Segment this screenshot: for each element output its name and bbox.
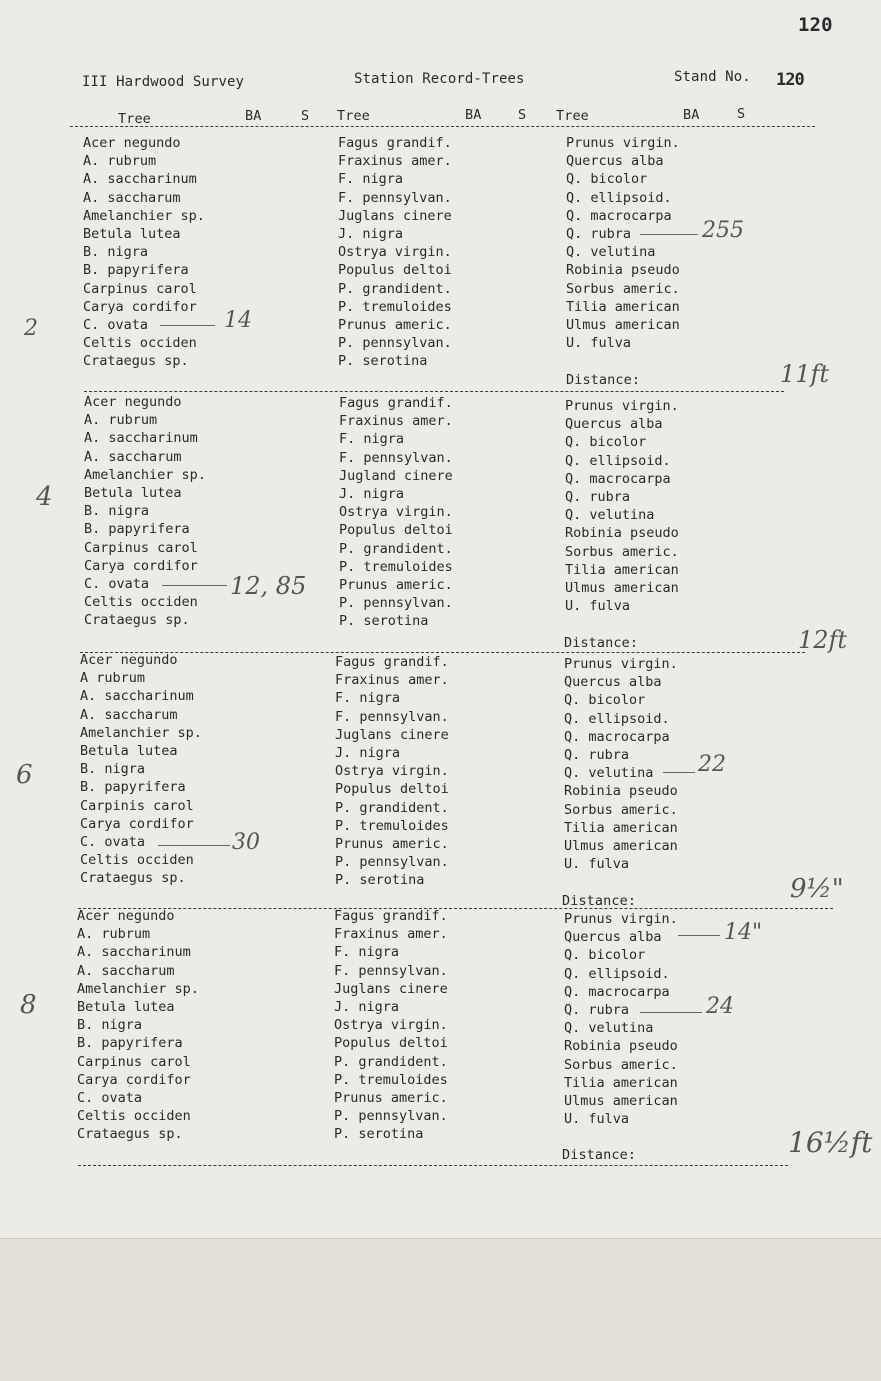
- pencil-line: [162, 585, 227, 586]
- tree-entry: Prunus americ.: [338, 316, 452, 333]
- tree-entry: Fraxinus amer.: [334, 926, 448, 943]
- tree-entry: Q. rubra: [564, 1001, 630, 1018]
- station-3-col1: [80, 651, 202, 887]
- tree-entry: A. rubrum: [83, 153, 157, 170]
- tree-entry: Q. macrocarpa: [565, 470, 671, 487]
- tree-entry: Robinia pseudo: [564, 1038, 678, 1055]
- tree-entry: B. nigra: [84, 503, 150, 520]
- tree-entry: B. nigra: [83, 244, 149, 261]
- tree-entry: Quercus alba: [564, 929, 662, 946]
- tree-entry: B. nigra: [77, 1017, 143, 1034]
- tree-entry: J. nigra: [335, 744, 401, 761]
- station-number: 6: [16, 760, 33, 790]
- tree-entry: P. tremuloides: [339, 558, 453, 575]
- tree-entry: Q. velutina: [564, 765, 654, 782]
- tree-entry: Betula lutea: [77, 998, 175, 1015]
- tree-entry: Ulmus american: [565, 579, 679, 596]
- tree-entry: Q. bicolor: [566, 171, 648, 188]
- tree-entry: Fraxinus amer.: [338, 153, 452, 170]
- tree-entry: F. pennsylvan.: [338, 189, 452, 206]
- tree-entry: Q. ellipsoid.: [564, 710, 670, 727]
- tree-entry: Carpinis carol: [80, 797, 194, 814]
- station-3-col2: [335, 653, 449, 889]
- tree-entry: P. serotina: [339, 613, 429, 630]
- tree-entry: P. pennsylvan.: [335, 854, 449, 871]
- col1-s-header: S: [301, 108, 310, 124]
- tree-entry: C. ovata: [83, 316, 149, 333]
- tree-entry: Crataegus sp.: [80, 870, 186, 887]
- tree-entry: Populus deltoi: [334, 1035, 448, 1052]
- tree-entry: C. ovata: [84, 575, 150, 592]
- handwritten-note: 12, 85: [230, 572, 307, 600]
- tree-entry: Prunus americ.: [339, 576, 453, 593]
- tree-entry: Q. ellipsoid.: [566, 189, 672, 206]
- tree-entry: Fraxinus amer.: [335, 672, 449, 689]
- tree-entry: Amelanchier sp.: [83, 207, 205, 224]
- tree-entry: Q. macrocarpa: [564, 983, 670, 1000]
- tree-entry: Celtis occiden: [83, 335, 197, 352]
- station-divider: [78, 1165, 788, 1166]
- tree-entry: Tilia american: [565, 561, 679, 578]
- tree-entry: F. nigra: [339, 431, 405, 448]
- tree-entry: B. nigra: [80, 761, 146, 778]
- tree-entry: Q. bicolor: [564, 947, 646, 964]
- station-number: 4: [36, 482, 53, 512]
- survey-title: III Hardwood Survey: [82, 74, 245, 90]
- tree-entry: Prunus virgin.: [564, 911, 678, 927]
- tree-entry: Q. macrocarpa: [566, 207, 672, 224]
- col1-tree-header: Tree: [118, 111, 151, 127]
- pencil-line: [663, 772, 695, 773]
- tree-entry: B. papyrifera: [83, 262, 189, 279]
- tree-entry: A. rubrum: [77, 926, 151, 943]
- tree-entry: A. saccharinum: [84, 430, 198, 447]
- pencil-line: [640, 1012, 702, 1013]
- tree-entry: P. tremuloides: [335, 817, 449, 834]
- tree-entry: Amelanchier sp.: [84, 466, 206, 483]
- tree-entry: Tilia american: [564, 819, 678, 836]
- station-3-col3: [564, 655, 678, 873]
- tree-entry: Sorbus americ.: [566, 280, 680, 297]
- station-2-col1: [84, 393, 206, 629]
- tree-entry: F. nigra: [335, 690, 401, 707]
- handwritten-note: 14": [724, 920, 763, 945]
- tree-entry: U. fulva: [565, 598, 631, 615]
- tree-entry: Quercus alba: [566, 153, 664, 170]
- station-1-col3: [566, 134, 680, 352]
- pencil-line: [158, 845, 230, 846]
- tree-entry: C. ovata: [77, 1089, 143, 1106]
- station-2-col2: [339, 394, 453, 630]
- distance-label: Distance:: [562, 1147, 637, 1163]
- handwritten-note: 14: [224, 308, 252, 333]
- tree-entry: P. tremuloides: [334, 1071, 448, 1088]
- tree-entry: Q. rubra: [566, 225, 632, 242]
- tree-entry: Acer negundo: [83, 135, 181, 151]
- tree-entry: P. grandident.: [334, 1053, 448, 1070]
- handwritten-note: 22: [698, 752, 726, 777]
- tree-entry: Q. velutina: [566, 244, 656, 261]
- tree-entry: P. grandident.: [338, 280, 452, 297]
- tree-entry: Prunus americ.: [335, 835, 449, 852]
- page-number: 120: [798, 14, 833, 36]
- tree-entry: Celtis occiden: [84, 594, 198, 611]
- tree-entry: Q. rubra: [565, 488, 631, 505]
- tree-entry: J. nigra: [339, 485, 405, 502]
- tree-entry: Tilia american: [566, 298, 680, 315]
- tree-entry: Ulmus american: [564, 1092, 678, 1109]
- tree-entry: F. nigra: [334, 944, 400, 961]
- record-title: Station Record-Trees: [354, 71, 525, 87]
- paper-fold: [0, 1238, 881, 1381]
- tree-entry: Ulmus american: [566, 316, 680, 333]
- header-divider: [70, 126, 815, 127]
- tree-entry: P. serotina: [334, 1126, 424, 1143]
- tree-entry: Crataegus sp.: [83, 353, 189, 370]
- tree-entry: U. fulva: [564, 856, 630, 873]
- tree-entry: Crataegus sp.: [77, 1126, 183, 1143]
- tree-entry: Betula lutea: [84, 484, 182, 501]
- tree-entry: B. papyrifera: [80, 779, 186, 796]
- tree-entry: Sorbus americ.: [565, 543, 679, 560]
- tree-entry: Populus deltoi: [339, 522, 453, 539]
- station-number: 2: [24, 316, 38, 341]
- col3-tree-header: Tree: [556, 108, 589, 124]
- tree-entry: Celtis occiden: [77, 1108, 191, 1125]
- pencil-line: [160, 325, 215, 326]
- tree-entry: P. grandident.: [335, 799, 449, 816]
- stand-label: Stand No.: [674, 69, 751, 85]
- tree-entry: Carya cordifor: [84, 557, 198, 574]
- tree-entry: A. saccharum: [83, 189, 181, 206]
- col2-tree-header: Tree: [337, 108, 370, 124]
- tree-entry: Q. velutina: [565, 507, 655, 524]
- tree-entry: Jugland cinere: [339, 467, 453, 484]
- tree-entry: Carpinus carol: [83, 280, 197, 297]
- tree-entry: Q. ellipsoid.: [564, 965, 670, 982]
- tree-entry: Q. ellipsoid.: [565, 452, 671, 469]
- tree-entry: A. rubrum: [84, 412, 158, 429]
- tree-entry: P. tremuloides: [338, 298, 452, 315]
- tree-entry: Juglans cinere: [338, 207, 452, 224]
- tree-entry: Prunus americ.: [334, 1089, 448, 1106]
- tree-entry: Quercus alba: [564, 674, 662, 691]
- tree-entry: Fagus grandif.: [334, 908, 448, 924]
- station-2-col3: [565, 397, 679, 615]
- tree-entry: Fagus grandif.: [335, 654, 449, 670]
- tree-entry: P. serotina: [338, 353, 428, 370]
- tree-entry: Ostrya virgin.: [338, 244, 452, 261]
- distance-value: 16½ft: [788, 1126, 873, 1159]
- tree-entry: Carya cordifor: [77, 1071, 191, 1088]
- tree-entry: F. nigra: [338, 171, 404, 188]
- handwritten-note: 24: [706, 994, 734, 1019]
- tree-entry: P. pennsylvan.: [338, 335, 452, 352]
- tree-entry: Carya cordifor: [83, 298, 197, 315]
- tree-entry: Sorbus americ.: [564, 1056, 678, 1073]
- tree-entry: A. saccharinum: [80, 688, 194, 705]
- tree-entry: Ostrya virgin.: [334, 1017, 448, 1034]
- tree-entry: A. saccharum: [84, 448, 182, 465]
- tree-entry: Juglans cinere: [334, 980, 448, 997]
- tree-entry: Prunus virgin.: [566, 135, 680, 151]
- tree-entry: Crataegus sp.: [84, 612, 190, 629]
- tree-entry: Prunus virgin.: [565, 398, 679, 414]
- station-4-col3: [564, 910, 678, 1128]
- tree-entry: P. pennsylvan.: [339, 595, 453, 612]
- tree-entry: U. fulva: [566, 335, 632, 352]
- tree-entry: Quercus alba: [565, 416, 663, 433]
- tree-entry: A. saccharinum: [83, 171, 197, 188]
- tree-entry: Populus deltoi: [338, 262, 452, 279]
- col3-s-header: S: [737, 106, 746, 122]
- tree-entry: F. pennsylvan.: [334, 962, 448, 979]
- station-4-col2: [334, 907, 448, 1143]
- stand-number: 120: [776, 70, 804, 90]
- col1-ba-header: BA: [245, 108, 262, 124]
- tree-entry: C. ovata: [80, 833, 146, 850]
- tree-entry: Amelanchier sp.: [77, 980, 199, 997]
- tree-entry: Juglans cinere: [335, 726, 449, 743]
- station-divider: [84, 391, 784, 392]
- tree-entry: Fagus grandif.: [339, 395, 453, 411]
- col2-s-header: S: [518, 107, 527, 123]
- pencil-line: [678, 935, 720, 936]
- distance-label: Distance:: [564, 635, 639, 651]
- distance-value: 9½": [790, 874, 844, 904]
- tree-entry: Celtis occiden: [80, 852, 194, 869]
- tree-entry: Acer negundo: [77, 908, 175, 924]
- distance-label: Distance:: [562, 893, 637, 909]
- tree-entry: Acer negundo: [80, 652, 178, 668]
- tree-entry: Robinia pseudo: [565, 525, 679, 542]
- station-4-col1: [77, 907, 199, 1143]
- tree-entry: A. saccharum: [80, 706, 178, 723]
- tree-entry: J. nigra: [338, 225, 404, 242]
- station-1-col2: [338, 134, 452, 370]
- tree-entry: A rubrum: [80, 670, 146, 687]
- tree-entry: Acer negundo: [84, 394, 182, 410]
- tree-entry: Q. velutina: [564, 1020, 654, 1037]
- tree-entry: Populus deltoi: [335, 781, 449, 798]
- tree-entry: Ulmus american: [564, 837, 678, 854]
- tree-entry: B. papyrifera: [77, 1035, 183, 1052]
- tree-entry: Carpinus carol: [84, 539, 198, 556]
- col2-ba-header: BA: [465, 107, 482, 123]
- tree-entry: U. fulva: [564, 1111, 630, 1128]
- distance-value: 11ft: [780, 360, 830, 388]
- tree-entry: Amelanchier sp.: [80, 724, 202, 741]
- tree-entry: A. saccharinum: [77, 944, 191, 961]
- tree-entry: Robinia pseudo: [566, 262, 680, 279]
- station-1-col1: [83, 134, 205, 370]
- tree-entry: J. nigra: [334, 998, 400, 1015]
- tree-entry: Q. macrocarpa: [564, 728, 670, 745]
- tree-entry: F. pennsylvan.: [339, 449, 453, 466]
- tree-entry: F. pennsylvan.: [335, 708, 449, 725]
- tree-entry: P. serotina: [335, 872, 425, 889]
- tree-entry: Fagus grandif.: [338, 135, 452, 151]
- tree-entry: Fraxinus amer.: [339, 413, 453, 430]
- tree-entry: Q. rubra: [564, 746, 630, 763]
- tree-entry: Ostrya virgin.: [339, 504, 453, 521]
- tree-entry: B. papyrifera: [84, 521, 190, 538]
- tree-entry: P. pennsylvan.: [334, 1108, 448, 1125]
- tree-entry: Tilia american: [564, 1074, 678, 1091]
- tree-entry: Robinia pseudo: [564, 783, 678, 800]
- station-number: 8: [20, 990, 37, 1020]
- tree-entry: Prunus virgin.: [564, 656, 678, 672]
- tree-entry: A. saccharum: [77, 962, 175, 979]
- distance-label: Distance:: [566, 372, 641, 388]
- pencil-line: [640, 234, 698, 235]
- handwritten-note: 30: [232, 830, 260, 855]
- tree-entry: Betula lutea: [83, 225, 181, 242]
- tree-entry: Ostrya virgin.: [335, 763, 449, 780]
- handwritten-note: 255: [702, 218, 744, 243]
- tree-entry: Q. bicolor: [564, 692, 646, 709]
- tree-entry: P. grandident.: [339, 540, 453, 557]
- col3-ba-header: BA: [683, 107, 700, 123]
- tree-entry: Carya cordifor: [80, 815, 194, 832]
- tree-entry: Carpinus carol: [77, 1053, 191, 1070]
- tree-entry: Betula lutea: [80, 742, 178, 759]
- distance-value: 12ft: [798, 626, 848, 654]
- tree-entry: Q. bicolor: [565, 434, 647, 451]
- tree-entry: Sorbus americ.: [564, 801, 678, 818]
